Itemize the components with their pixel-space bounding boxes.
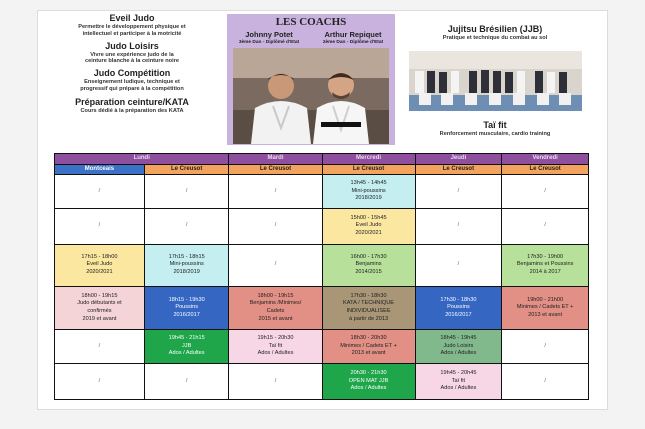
slot-line: / (544, 342, 546, 349)
day-jeudi: Jeudi (415, 154, 502, 165)
empty-slot (55, 330, 145, 363)
class-slot (229, 286, 322, 330)
class-slot (415, 363, 502, 399)
schedule-row (55, 363, 589, 399)
slot-line: / (457, 222, 460, 229)
slot-line: 19h45 - 20h45 (440, 369, 477, 376)
empty-slot (502, 175, 589, 208)
empty-slot (229, 175, 322, 208)
slot-line: Ados / Adultes (350, 385, 387, 392)
coachs-title: LES COACHS (275, 16, 347, 28)
location-cell: Le Creusot (502, 164, 589, 175)
slot-line: 19h00 - 21h00 (527, 296, 564, 303)
slot-line: 2015 et avant (258, 315, 293, 322)
empty-slot (502, 363, 589, 399)
slot-line: 2020/2021 (355, 230, 382, 237)
class-slot (322, 244, 415, 286)
slot-line: 2014 à 2017 (529, 269, 561, 276)
slot-line: / (544, 377, 546, 384)
slot-line: / (457, 261, 460, 268)
class-slot (415, 330, 502, 363)
class-slot (55, 286, 145, 330)
slot-line: Eveil Judo (86, 261, 113, 268)
slot-line: Benjamins (355, 261, 382, 268)
slot-line: 17h15 - 18h00 (81, 253, 118, 260)
slot-line: 2020/2021 (86, 269, 113, 276)
slot-line: à partir de 2013 (348, 315, 389, 322)
class-slot (229, 330, 322, 363)
timetable (54, 153, 589, 400)
schedule-row (55, 286, 589, 330)
location-cell: Le Creusot (229, 164, 322, 175)
slot-line: / (98, 342, 101, 349)
taifit-title: Taï fit (483, 120, 507, 130)
empty-slot (229, 363, 322, 399)
slot-line: 18h45 - 19h45 (440, 335, 477, 342)
slot-line: 2019 et avant (82, 315, 117, 322)
competition-line-2: progressif qui prépare à la compétition (80, 85, 184, 92)
slot-line: KATA / TECHNIQUE (343, 300, 395, 307)
schedule-row (55, 330, 589, 363)
day-vendredi: Vendredi (502, 154, 589, 165)
eveil-line-2: intellectuel et participer à la motricité (82, 30, 182, 37)
schedule-row (55, 175, 589, 208)
loisirs-line-2: ceinture blanche à la ceinture noire (85, 58, 179, 65)
slot-line: Benjamins /Minimes/ (249, 300, 302, 307)
empty-slot (55, 208, 145, 244)
slot-line: Mini-poussins (169, 261, 204, 268)
empty-slot (144, 363, 229, 399)
slot-line: / (457, 187, 460, 194)
slot-line: Benjamins et Poussins (516, 261, 574, 268)
slot-line: Cadets (266, 308, 285, 315)
slot-line: Ados / Adultes (257, 350, 294, 357)
class-slot (322, 175, 415, 208)
empty-slot (502, 208, 589, 244)
slot-line: Poussins (175, 304, 199, 311)
empty-slot (415, 208, 502, 244)
slot-line: JJB (182, 342, 192, 349)
slot-line: Eveil Judo (355, 222, 382, 229)
taifit-text: Renforcement musculaire, cardio training (439, 131, 551, 137)
location-cell: Le Creusot (322, 164, 415, 175)
class-slot (322, 286, 415, 330)
class-slot (144, 244, 229, 286)
schedule-sheet (37, 10, 608, 410)
slot-line: / (274, 377, 277, 384)
class-slot (144, 330, 229, 363)
slot-line: / (274, 187, 277, 194)
slot-line: 15h00 - 15h45 (350, 214, 387, 221)
schedule-row (55, 244, 589, 286)
slot-line: / (274, 222, 277, 229)
taifit-block (400, 120, 590, 138)
empty-slot (229, 208, 322, 244)
slot-line: 17h15 - 18h15 (168, 253, 205, 260)
empty-slot (502, 330, 589, 363)
eveil-line-1: Permettre le développement physique et (78, 24, 186, 30)
slot-line: / (185, 222, 188, 229)
slot-line: 2016/2017 (445, 311, 472, 318)
competition-title: Judo Compétition (93, 68, 171, 79)
jjb-title: Jujitsu Brésilien (JJB) (447, 24, 543, 34)
slot-line: 2013 et avant (528, 311, 563, 318)
class-slot (502, 244, 589, 286)
eveil-title: Eveil Judo (109, 13, 155, 23)
slot-line: Poussins (447, 304, 470, 311)
class-slot (415, 286, 502, 330)
slot-line: / (185, 377, 188, 384)
loisirs-title: Judo Loisirs (105, 40, 159, 51)
slot-line: Minimes / Cadets ET + (340, 342, 397, 349)
jjb-text: Pratique et technique du combat au sol (442, 35, 548, 41)
slot-line: 17h30 - 18h30 (440, 296, 477, 303)
slot-line: 2014/2015 (355, 269, 382, 276)
slot-line: 13h45 - 14h45 (350, 180, 387, 187)
slot-line: / (98, 222, 101, 229)
class-slot (322, 330, 415, 363)
slot-line: 17h30 - 18h30 (350, 292, 387, 299)
slot-line: Mini-poussins (351, 187, 386, 194)
slot-line: Judo Loisirs (443, 342, 474, 349)
empty-slot (55, 175, 145, 208)
slot-line: 2016/2017 (173, 311, 200, 318)
right-disciplines (400, 24, 590, 42)
slot-line: 18h15 - 19h30 (168, 296, 205, 303)
location-header-row (55, 164, 589, 175)
empty-slot (55, 363, 145, 399)
class-slot (144, 286, 229, 330)
left-disciplines (42, 13, 222, 115)
slot-line: 2018/2019 (355, 195, 382, 202)
coach-1-name: Johnny Potet (245, 30, 293, 39)
slot-line: Taï fit (268, 342, 283, 349)
day-mercredi: Mercredi (322, 154, 415, 165)
slot-line: 19h45 - 21h15 (168, 335, 205, 342)
slot-line: confirmés (87, 308, 112, 315)
day-lundi: Lundi (55, 154, 229, 165)
slot-line: OPEN MAT JJB (348, 377, 389, 384)
slot-line: 2018/2019 (173, 269, 200, 276)
jjb-group-photo (409, 51, 582, 111)
slot-line: / (544, 222, 546, 229)
location-cell: Le Creusot (144, 164, 229, 175)
slot-line: / (98, 187, 101, 194)
empty-slot (415, 175, 502, 208)
kata-title: Préparation ceinture/KATA (75, 96, 189, 107)
loisirs-line-1: Vivre une expérience judo de la (90, 51, 174, 58)
slot-line: / (185, 187, 188, 194)
empty-slot (144, 208, 229, 244)
class-slot (55, 244, 145, 286)
slot-line: Judo débutants et (77, 300, 122, 307)
competition-line-1: Enseignement ludique, technique et (84, 79, 180, 86)
slot-line: Minimes / Cadets ET + (516, 304, 574, 311)
coachs-panel (227, 14, 395, 145)
slot-line: Ados / Adultes (440, 350, 477, 357)
slot-line: 18h30 - 20h30 (350, 335, 387, 342)
slot-line: Ados / Adultes (168, 350, 205, 357)
slot-line: 16h00 - 17h30 (350, 253, 387, 260)
slot-line: 2013 et avant (351, 350, 386, 357)
slot-line: 19h15 - 20h30 (257, 335, 294, 342)
coachs-photo (233, 48, 389, 144)
slot-line: INDIVIDUALISEE (346, 308, 391, 315)
coach-1-rank: 3ème Dan - Diplômé d'Etat (238, 40, 300, 45)
class-slot (322, 208, 415, 244)
slot-line: 18h00 - 19h15 (257, 292, 294, 299)
class-slot (502, 286, 589, 330)
class-slot (322, 363, 415, 399)
location-cell: Montceais (55, 164, 145, 175)
slot-line: / (274, 261, 277, 268)
slot-line: / (544, 187, 546, 194)
slot-line: 20h30 - 21h30 (350, 369, 387, 376)
slot-line: 17h30 - 19h00 (527, 253, 564, 260)
day-mardi: Mardi (229, 154, 322, 165)
slot-line: 18h00 - 19h15 (81, 292, 118, 299)
slot-line: Ados / Adultes (440, 385, 477, 392)
schedule-row (55, 208, 589, 244)
empty-slot (229, 244, 322, 286)
coach-2-rank: 2ème Dan - Diplôme d'Etat (322, 40, 384, 45)
day-header-row (55, 154, 589, 165)
coach-2-name: Arthur Repiquet (324, 30, 382, 39)
kata-line-1: Cours dédié à la préparation des KATA (80, 107, 184, 114)
slot-line: / (98, 377, 101, 384)
empty-slot (415, 244, 502, 286)
location-cell: Le Creusot (415, 164, 502, 175)
slot-line: Taï fit (451, 377, 466, 384)
empty-slot (144, 175, 229, 208)
